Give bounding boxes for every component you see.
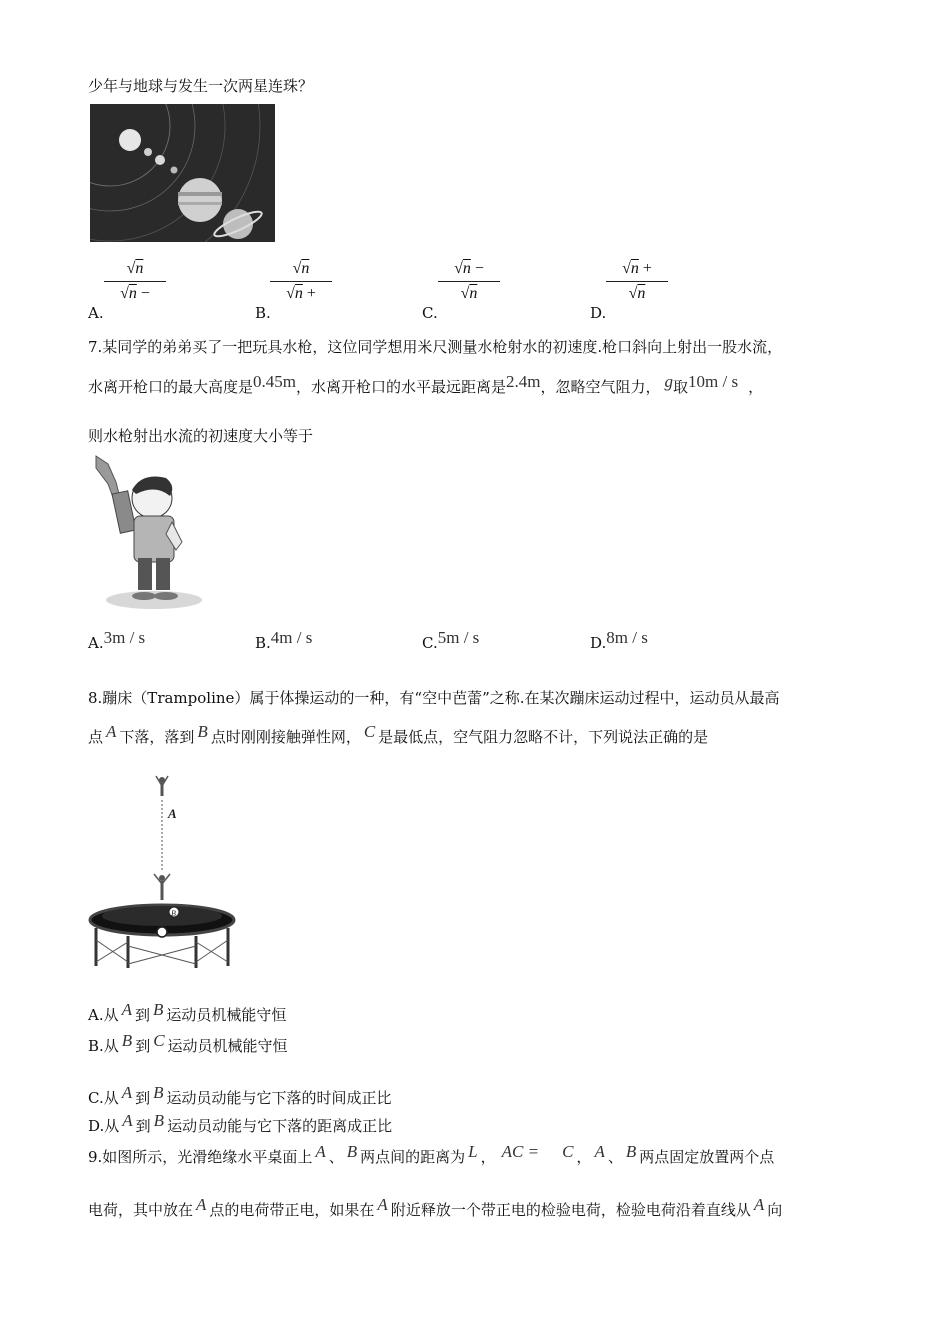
q7-option-d[interactable]: D.8m / s xyxy=(590,628,648,652)
q8-option-b[interactable]: B.从 B 到 C 运动员机械能守恒 xyxy=(88,1031,288,1055)
q7-option-a[interactable]: A.3m / s xyxy=(88,628,146,652)
trampoline-image xyxy=(88,770,240,970)
solar-system-image xyxy=(90,104,275,242)
q8-line-1: 8.蹦床（Trampoline）属于体操运动的一种，有“空中芭蕾”之称.在某次蹦床运动过程中，运动员从最高 xyxy=(88,689,780,707)
q7-line-2: 水离开枪口的最大高度是0.45m，水离开枪口的水平最远距离是2.4m，忽略空气阻力， g取10m / s ， xyxy=(88,372,764,396)
q9-line-1: 9.如图所示，光滑绝缘水平桌面上 A 、 B 两点间的距离为 L ， AC = C ， A 、 B 两点固定放置两个点 xyxy=(88,1142,775,1166)
q6-text-tail: 少年与地球与发生一次两星连珠？ xyxy=(88,77,314,95)
boy-water-gun-image xyxy=(86,450,210,615)
q7-line-3: 则水枪射出水流的初速度大小等于 xyxy=(88,427,314,445)
fig-label-a: A xyxy=(168,806,177,821)
q8-option-d[interactable]: D.从 A 到 B 运动员动能与它下落的距离成正比 xyxy=(88,1111,393,1135)
q9-line-2: 电荷，其中放在 A 点的电荷带正电，如果在 A 附近释放一个带正电的检验电荷，检验电荷沿着直线从 A 向 xyxy=(88,1195,783,1219)
q8-option-c[interactable]: C.从 A 到 B 运动员动能与它下落的时间成正比 xyxy=(88,1083,392,1107)
q7-option-b[interactable]: B.4m / s xyxy=(255,628,313,652)
fig-label-b: B xyxy=(171,909,176,918)
q8-line-2: 点 A 下落，落到 B 点时刚刚接触弹性网， C 是最低点，空气阻力忽略不计，下列说法正确的是 xyxy=(88,722,709,746)
q8-option-a[interactable]: A.从 A 到 B 运动员机械能守恒 xyxy=(88,1000,287,1024)
q7-option-c[interactable]: C.5m / s xyxy=(422,628,480,652)
q7-line-1: 7.某同学的弟弟买了一把玩具水枪，这位同学想用米尺测量水枪射水的初速度.枪口斜向上射出一股水流， xyxy=(88,338,783,356)
